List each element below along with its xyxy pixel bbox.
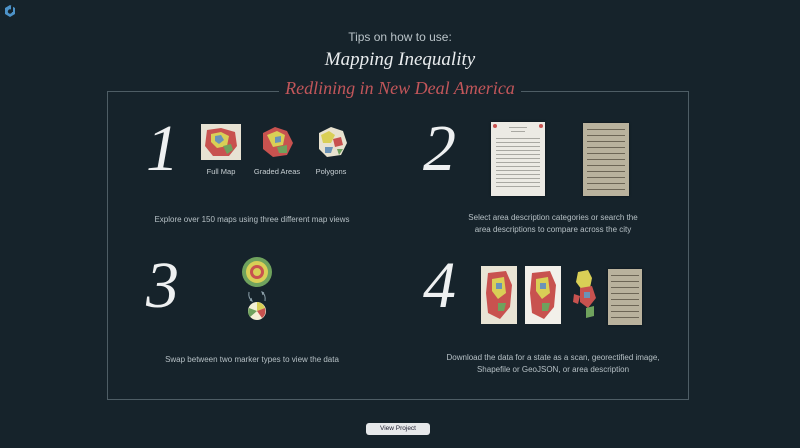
step-4-description bbox=[420, 352, 686, 376]
step-1-description: Explore over 150 maps using three different map views bbox=[154, 215, 350, 224]
scanned-form-document bbox=[583, 123, 629, 196]
tips-heading: Tips on how to use: bbox=[348, 30, 452, 44]
view-label-graded-areas: Graded Areas bbox=[253, 167, 301, 176]
polygons-thumbnail bbox=[313, 123, 351, 161]
swap-arrows-icon bbox=[249, 292, 265, 301]
step-2-description bbox=[420, 212, 686, 236]
step-2-description-line-1: Select area description categories or search the bbox=[468, 213, 638, 222]
area-description-document bbox=[491, 122, 545, 196]
step-2-number: 2 bbox=[423, 112, 456, 185]
view-label-polygons: Polygons bbox=[315, 167, 347, 176]
page-title: Mapping Inequality bbox=[324, 49, 476, 70]
step-1-number: 1 bbox=[146, 112, 179, 185]
graded-areas-thumbnail bbox=[257, 123, 297, 161]
document-marker-icon bbox=[539, 124, 543, 128]
marker-types-illustration bbox=[238, 256, 276, 322]
scan-map-thumbnail bbox=[480, 265, 518, 325]
area-description-scan-thumbnail bbox=[608, 269, 642, 325]
step-2-description-line-2: area descriptions to compare across the city bbox=[474, 225, 632, 234]
view-label-full-map: Full Map bbox=[206, 167, 236, 176]
step-4-description-line-1: Download the data for a state as a scan, georectified image, bbox=[446, 353, 660, 362]
georectified-map-thumbnail bbox=[524, 265, 562, 325]
view-project-button[interactable]: View Project bbox=[366, 423, 430, 435]
step-4-description-line-2: Shapefile or GeoJSON, or area description bbox=[476, 365, 630, 374]
step-3-description: Swap between two marker types to view the data bbox=[165, 355, 339, 364]
step-3-number: 3 bbox=[146, 249, 179, 322]
page-subtitle: Redlining in New Deal America bbox=[279, 78, 521, 98]
step-4-number: 4 bbox=[423, 249, 456, 322]
subtitle-wrap bbox=[0, 78, 800, 99]
shapefile-polygons-thumbnail bbox=[570, 268, 602, 320]
full-map-thumbnail bbox=[199, 122, 243, 162]
app-logo-icon[interactable] bbox=[4, 4, 16, 18]
document-marker-icon bbox=[493, 124, 497, 128]
